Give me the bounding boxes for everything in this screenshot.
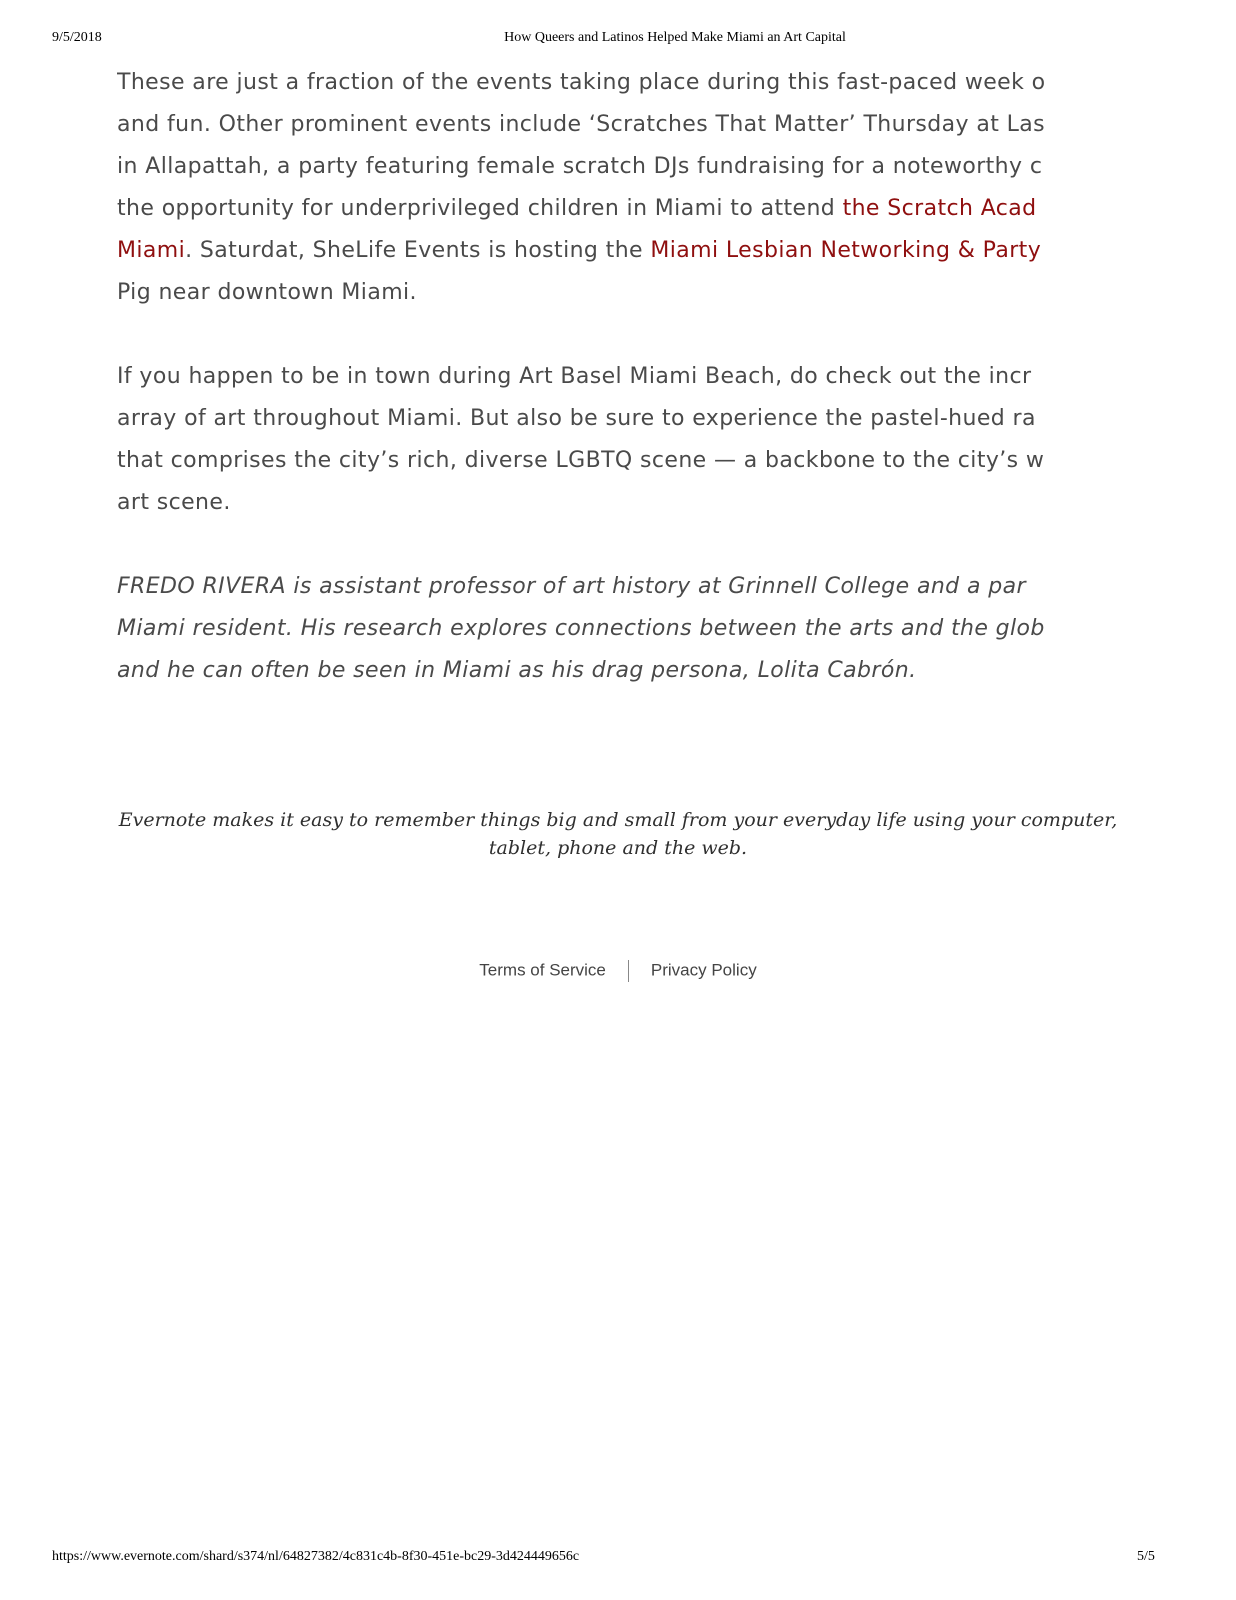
- print-title: How Queers and Latinos Helped Make Miami an Art Capital: [504, 30, 846, 45]
- text-segment: the opportunity for underprivileged children in Miami to attend: [117, 196, 843, 221]
- text-line: [117, 230, 1131, 272]
- article-paragraph-events: [117, 62, 1131, 314]
- text-segment: . Saturdat, SheLife Events is hosting the: [185, 238, 651, 263]
- article-body: [117, 62, 1131, 734]
- text-line: in Allapattah, a party featuring female scratch DJs fundraising for a noteworthy c: [117, 154, 1043, 179]
- page-number: 5/5: [1137, 1549, 1155, 1564]
- text-line: array of art throughout Miami. But also be sure to experience the pastel-hued ra: [117, 406, 1036, 431]
- scratch-academy-miami-link[interactable]: Miami: [117, 238, 186, 263]
- text-line: If you happen to be in town during Art Basel Miami Beach, do check out the incr: [117, 364, 1032, 389]
- miami-lesbian-networking-link[interactable]: Miami Lesbian Networking & Party: [650, 238, 1042, 263]
- privacy-policy-link[interactable]: Privacy Policy: [650, 960, 757, 980]
- print-header: [0, 30, 1236, 50]
- article-paragraph-art-basel: [117, 356, 1131, 524]
- evernote-promo-line: tablet, phone and the web.: [488, 837, 748, 859]
- footer-links: [0, 960, 1236, 982]
- print-url: https://www.evernote.com/shard/s374/nl/64827382/4c831c4b-8f30-451e-bc29-3d424449656c: [52, 1549, 580, 1564]
- text-line: that comprises the city’s rich, diverse LGBTQ scene — a backbone to the city’s w: [117, 448, 1045, 473]
- scratch-academy-link[interactable]: the Scratch Acad: [842, 196, 1037, 221]
- footer-divider: [628, 960, 629, 982]
- print-date: 9/5/2018: [52, 30, 102, 45]
- text-line: [117, 188, 1131, 230]
- text-line: Pig near downtown Miami.: [117, 280, 417, 305]
- author-bio: [117, 566, 1131, 692]
- text-line: and fun. Other prominent events include ‘Scratches That Matter’ Thursday at Las: [117, 112, 1046, 137]
- text-line: Miami resident. His research explores connections between the arts and the glob: [117, 616, 1045, 641]
- evernote-promo-line: Evernote makes it easy to remember things big and small from your everyday life using your computer,: [118, 809, 1118, 831]
- text-line: art scene.: [117, 490, 231, 515]
- evernote-promo: [0, 806, 1236, 862]
- text-line: FREDO RIVERA is assistant professor of art history at Grinnell College and a par: [117, 574, 1026, 599]
- text-line: These are just a fraction of the events taking place during this fast-paced week o: [117, 70, 1046, 95]
- terms-of-service-link[interactable]: Terms of Service: [479, 960, 606, 980]
- text-line: and he can often be seen in Miami as his drag persona, Lolita Cabrón.: [117, 658, 917, 683]
